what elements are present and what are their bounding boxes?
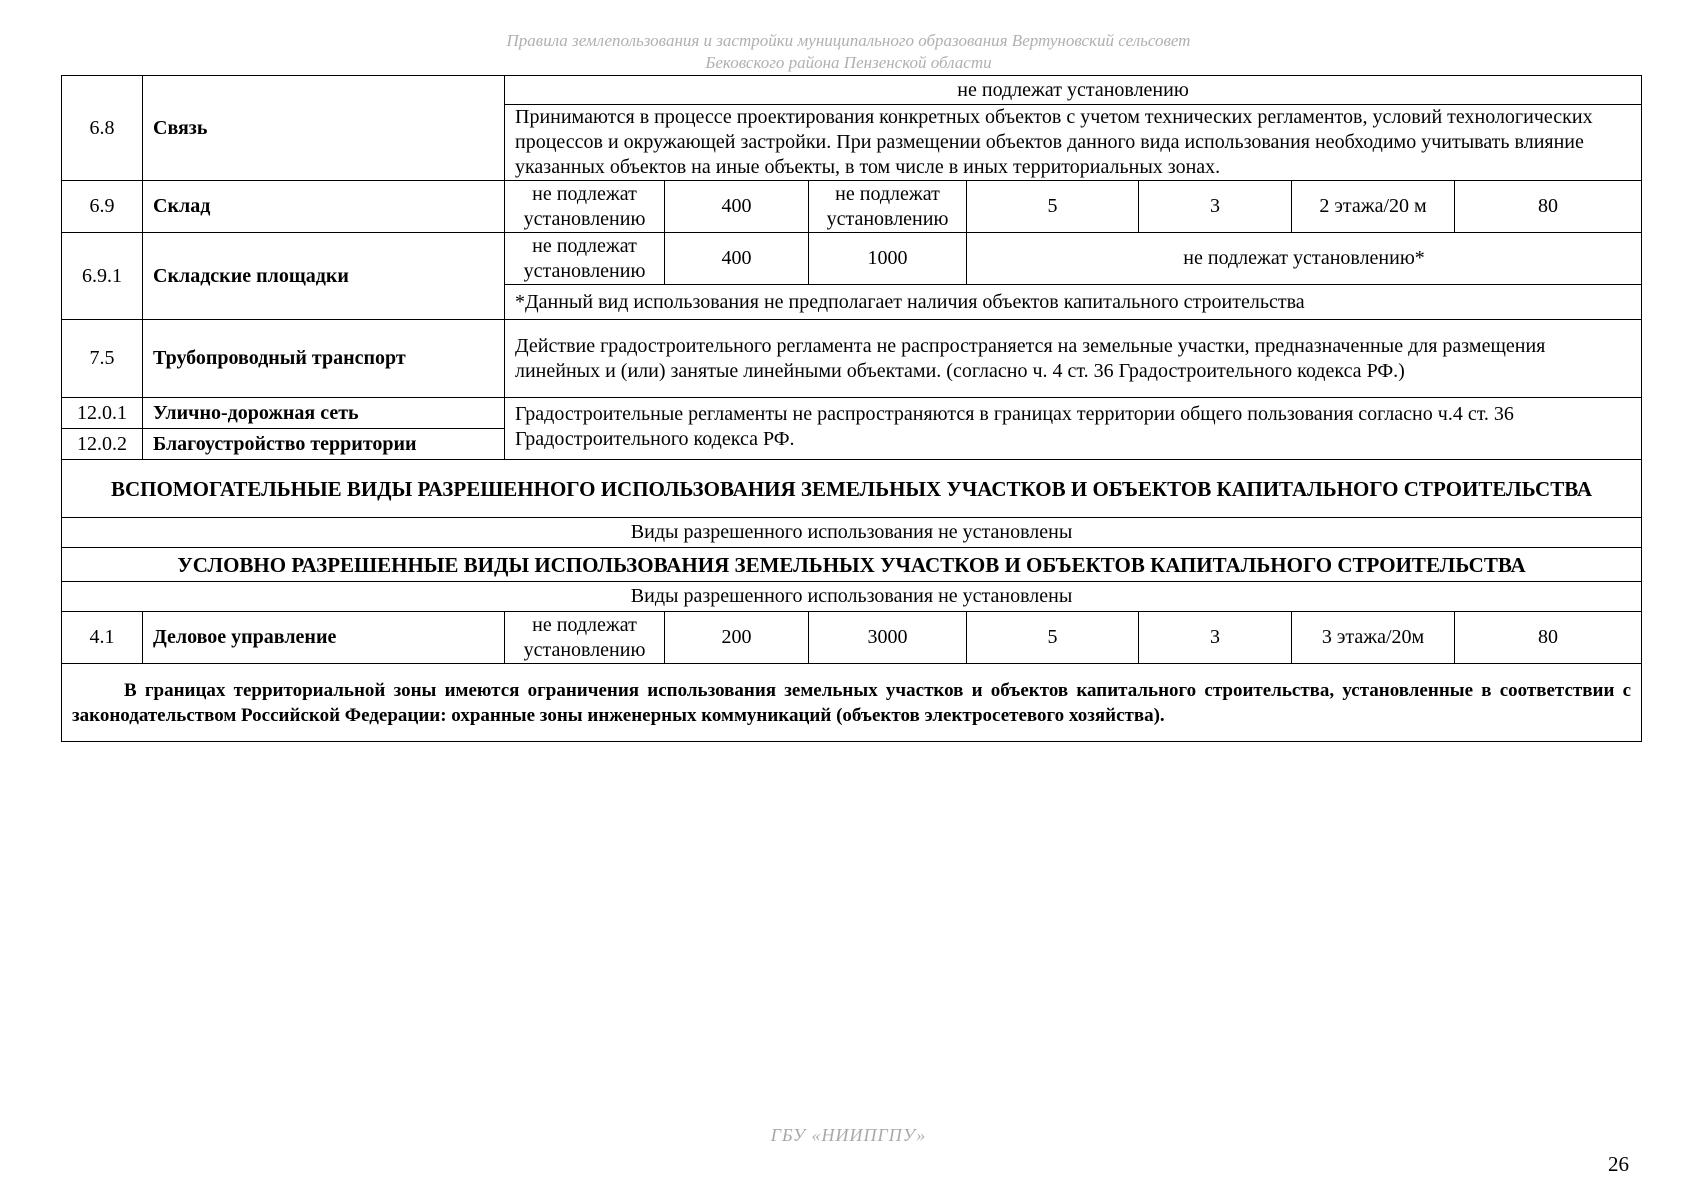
restrictions-note: В границах территориальной зоны имеются ограничения использования земельных участков и объектов капитального строительства, установленные в соответствии с законодательством Российской Федерации: охранные зоны инженерных коммуникаций (объектов электросетевого хозяйства).	[72, 679, 1632, 726]
merged-text-cell: Принимаются в процессе проектирования конкретных объектов с учетом технических регламентов, условий технологических процессов и окружающей застройки. При размещении объектов данного вида использования необходимо учитывать влияние указанных объектов на иные объекты, в том числе в иных территориальных зонах.	[505, 105, 1642, 181]
merged-cell: не подлежат установлению*	[967, 233, 1642, 285]
footnote-cell: *Данный вид использования не предполагает наличия объектов капитального строительства	[505, 285, 1642, 320]
cell: 80	[1455, 181, 1642, 233]
row-name: Деловое управление	[143, 612, 505, 664]
merged-text-cell: Действие градостроительного регламента не распространяется на земельные участки, предназначенные для размещения линейных и (или) занятые линейными объектами. (согласно ч. 4 ст. 36 Градостроительного кодекса РФ.)	[505, 320, 1642, 398]
row-name: Складские площадки	[143, 233, 505, 320]
cell: 80	[1455, 612, 1642, 664]
table-row	[62, 612, 1642, 664]
merged-cell: не подлежат установлению	[505, 76, 1642, 105]
table-row	[62, 518, 1642, 548]
cell: 3	[1139, 612, 1292, 664]
cell: 400	[665, 181, 809, 233]
cell: 2 этажа/20 м	[1292, 181, 1455, 233]
cell: 5	[967, 612, 1139, 664]
cell: 5	[967, 181, 1139, 233]
restrictions-note-cell	[62, 664, 1642, 742]
section-header-row	[62, 460, 1642, 518]
table-row	[62, 398, 1642, 429]
row-number: 7.5	[62, 320, 143, 398]
note-row	[62, 664, 1642, 742]
cell: 3000	[809, 612, 967, 664]
cell: 400	[665, 233, 809, 285]
row-number: 6.9	[62, 181, 143, 233]
header-line-2: Бековского района Пензенской области	[705, 53, 992, 72]
row-number: 6.9.1	[62, 233, 143, 320]
cell: 1000	[809, 233, 967, 285]
row-name: Склад	[143, 181, 505, 233]
section-header-row	[62, 548, 1642, 582]
row-name: Связь	[143, 76, 505, 181]
table-row	[62, 582, 1642, 612]
row-name: Благоустройство территории	[143, 429, 505, 460]
section-note: Виды разрешенного использования не установлены	[62, 582, 1642, 612]
document-header	[0, 30, 1697, 74]
cell: 3	[1139, 181, 1292, 233]
row-number: 6.8	[62, 76, 143, 181]
page-number: 26	[1608, 1152, 1629, 1176]
section-note: Виды разрешенного использования не установлены	[62, 518, 1642, 548]
cell: 200	[665, 612, 809, 664]
section-title-auxiliary: ВСПОМОГАТЕЛЬНЫЕ ВИДЫ РАЗРЕШЕННОГО ИСПОЛЬЗОВАНИЯ ЗЕМЕЛЬНЫХ УЧАСТКОВ И ОБЪЕКТОВ КАПИТАЛЬНОГО СТРОИТЕЛЬСТВА	[62, 460, 1642, 518]
cell: не подлежат установлению	[809, 181, 967, 233]
merged-text-cell: Градостроительные регламенты не распространяются в границах территории общего пользования согласно ч.4 ст. 36 Градостроительного кодекса РФ.	[505, 398, 1642, 460]
table-row	[62, 76, 1642, 105]
table-row	[62, 320, 1642, 398]
document-footer: ГБУ «НИИПГПУ»	[770, 1125, 927, 1145]
row-number: 12.0.1	[62, 398, 143, 429]
row-name: Трубопроводный транспорт	[143, 320, 505, 398]
cell: 3 этажа/20м	[1292, 612, 1455, 664]
section-title-conditional: УСЛОВНО РАЗРЕШЕННЫЕ ВИДЫ ИСПОЛЬЗОВАНИЯ ЗЕМЕЛЬНЫХ УЧАСТКОВ И ОБЪЕКТОВ КАПИТАЛЬНОГО СТРОИТЕЛЬСТВА	[62, 548, 1642, 582]
regulations-table	[61, 75, 1642, 742]
header-line-1: Правила землепользования и застройки муниципального образования Вертуновский сельсовет	[506, 31, 1191, 50]
row-number: 4.1	[62, 612, 143, 664]
cell: не подлежат установлению	[505, 233, 665, 285]
cell: не подлежат установлению	[505, 612, 665, 664]
table-row	[62, 181, 1642, 233]
table-row	[62, 233, 1642, 285]
row-number: 12.0.2	[62, 429, 143, 460]
cell: не подлежат установлению	[505, 181, 665, 233]
row-name: Улично-дорожная сеть	[143, 398, 505, 429]
